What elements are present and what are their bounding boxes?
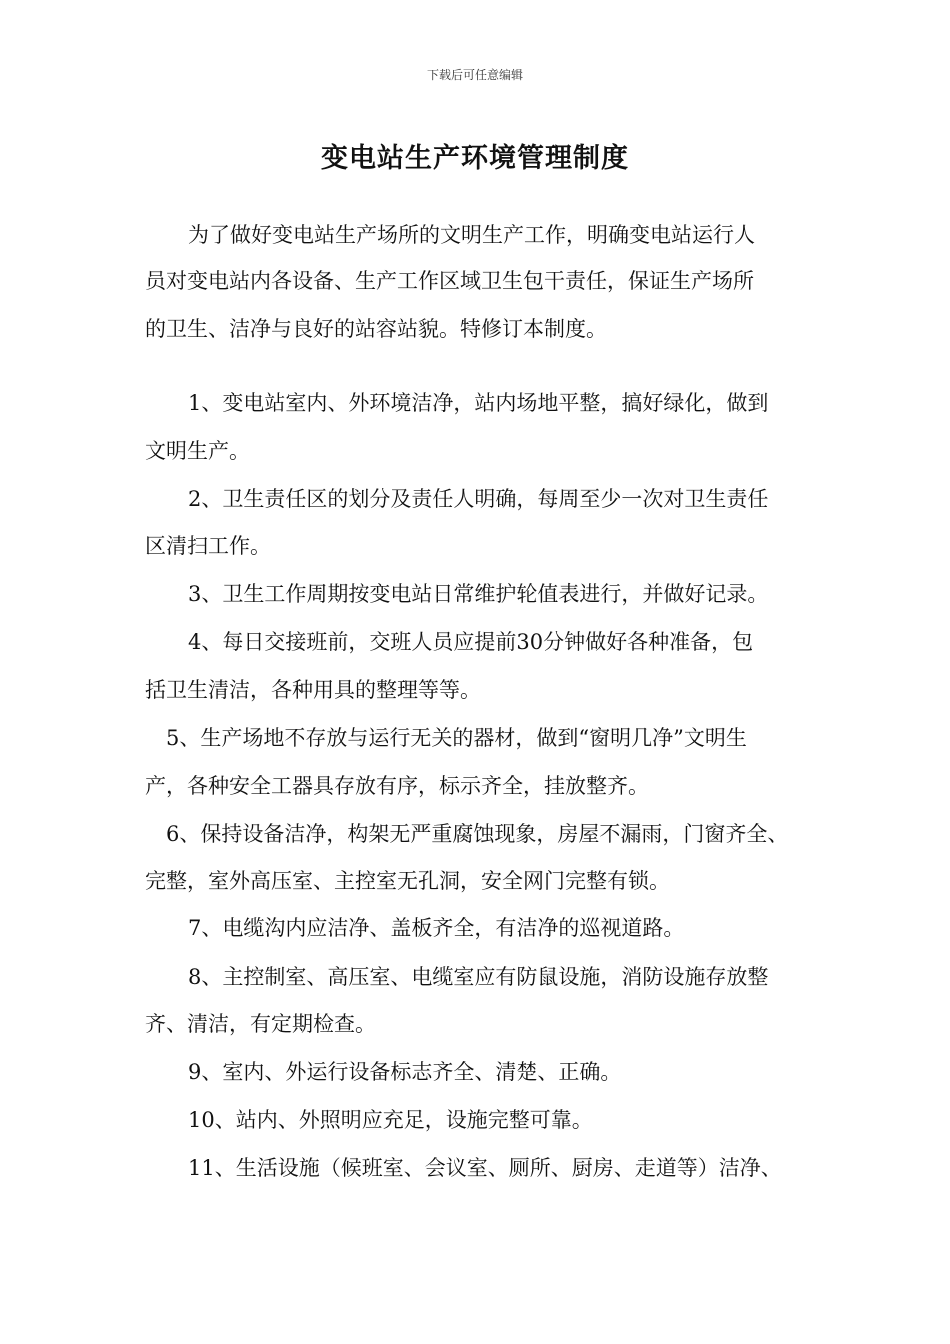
header-note: 下载后可任意编辑 <box>426 68 523 82</box>
rule-item-1-line-1: 1、变电站室内、外环境洁净，站内场地平整，搞好绿化，做到 <box>188 391 769 415</box>
rule-item-5-line-1: 5、生产场地不存放与运行无关的器材，做到“窗明几净”文明生 <box>166 726 747 750</box>
rule-item-5-line-2: 产，各种安全工器具存放有序，标示齐全，挂放整齐。 <box>145 774 649 798</box>
rule-item-6-line-1: 6、保持设备洁净，构架无严重腐蚀现象，房屋不漏雨，门窗齐全、 <box>166 822 789 846</box>
rule-item-7-line-1: 7、电缆沟内应洁净、盖板齐全，有洁净的巡视道路。 <box>188 916 685 940</box>
rule-item-6-line-2: 完整，室外高压室、主控室无孔洞，安全网门完整有锁。 <box>145 869 670 893</box>
rule-item-2-line-2: 区清扫工作。 <box>145 534 271 558</box>
intro-line: 的卫生、洁净与良好的站容站貌。特修订本制度。 <box>145 317 607 341</box>
page-title: 变电站生产环境管理制度 <box>321 143 629 174</box>
intro-line: 员对变电站内各设备、生产工作区域卫生包干责任，保证生产场所 <box>145 269 754 293</box>
rule-item-4-line-1: 4、每日交接班前，交班人员应提前30分钟做好各种准备，包 <box>188 630 754 654</box>
intro-line: 为了做好变电站生产场所的文明生产工作，明确变电站运行人 <box>188 223 755 247</box>
rule-item-8-line-1: 8、主控制室、高压室、电缆室应有防鼠设施，消防设施存放整 <box>188 965 769 989</box>
rule-item-2-line-1: 2、卫生责任区的划分及责任人明确，每周至少一次对卫生责任 <box>188 487 769 511</box>
rule-item-9-line-1: 9、室内、外运行设备标志齐全、清楚、正确。 <box>188 1060 622 1084</box>
rule-item-4-line-2: 括卫生清洁，各种用具的整理等等。 <box>145 678 481 702</box>
rule-item-1-line-2: 文明生产。 <box>145 439 250 463</box>
rule-item-8-line-2: 齐、清洁，有定期检查。 <box>145 1012 376 1036</box>
rule-item-3-line-1: 3、卫生工作周期按变电站日常维护轮值表进行，并做好记录。 <box>188 582 769 606</box>
rule-item-10-line-1: 10、站内、外照明应充足，设施完整可靠。 <box>188 1108 593 1132</box>
rule-item-11-line-1: 11、生活设施（候班室、会议室、厕所、厨房、走道等）洁净、 <box>188 1156 782 1180</box>
